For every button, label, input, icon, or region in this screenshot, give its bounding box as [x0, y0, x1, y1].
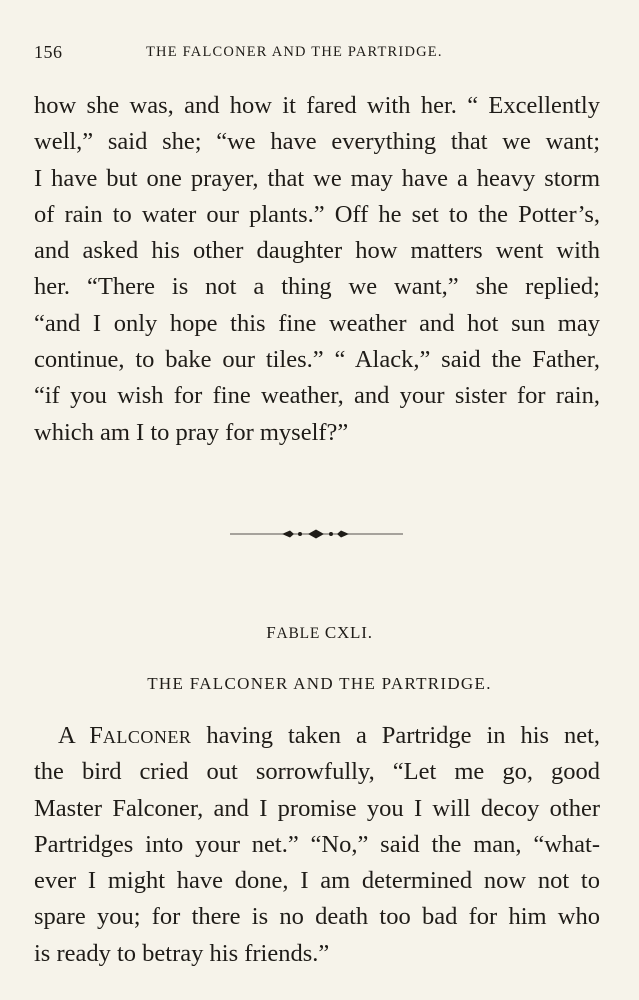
text-line: her. “There is not a thing we want,” she replied; [34, 273, 600, 301]
previous-fable-ending [34, 88, 600, 451]
fable-word-initial: F [266, 623, 277, 642]
text-line: the bird cried out sorrowfully, “Let me go, good [34, 758, 600, 786]
text-line: well,” said she; “we have everything that we want; [34, 128, 600, 156]
text-line: and asked his other daughter how matters went with [34, 237, 600, 265]
page-number: 156 [34, 42, 63, 62]
text-line: ever I might have done, I am determined now not to [34, 867, 600, 895]
text-line [34, 718, 600, 754]
first-line-rest: having taken a Partridge in his net, [206, 722, 601, 749]
text-line: Partridges into your net.” “No,” said the man, “what- [34, 830, 600, 858]
text-line: continue, to bake our tiles.” “ Alack,” said the Father, [34, 346, 600, 374]
fable-word-rest: ABLE [276, 625, 321, 642]
lead-smallcaps: FALCONER [89, 722, 192, 749]
text-line: which am I to pray for myself?” [34, 418, 349, 446]
text-line: “if you wish for fine weather, and your sister for rain, [34, 382, 600, 410]
text-line: I have but one prayer, that we may have a heavy storm [34, 164, 600, 192]
text-line: Master Falconer, and I promise you I will decoy other [34, 794, 600, 822]
text-line: is ready to betray his friends.” [34, 939, 330, 967]
text-line: of rain to water our plants.” Off he set to the Potter’s, [34, 200, 600, 228]
fable-title: THE FALCONER AND THE PARTRIDGE. [147, 674, 492, 693]
text-line: spare you; for there is no death too bad for him who [34, 903, 600, 931]
text-line: how she was, and how it fared with her. “ Excellently [34, 92, 600, 119]
first-word: A [58, 722, 75, 749]
text-line: “and I only hope this fine weather and hot sun may [34, 309, 600, 337]
running-head [34, 42, 600, 64]
section-divider-ornament [230, 527, 403, 541]
fable-number-heading [0, 623, 639, 643]
fable-numeral: CXLI. [324, 623, 373, 642]
running-title: THE FALCONER AND THE PARTRIDGE. [146, 44, 443, 60]
fable-body [34, 718, 600, 972]
